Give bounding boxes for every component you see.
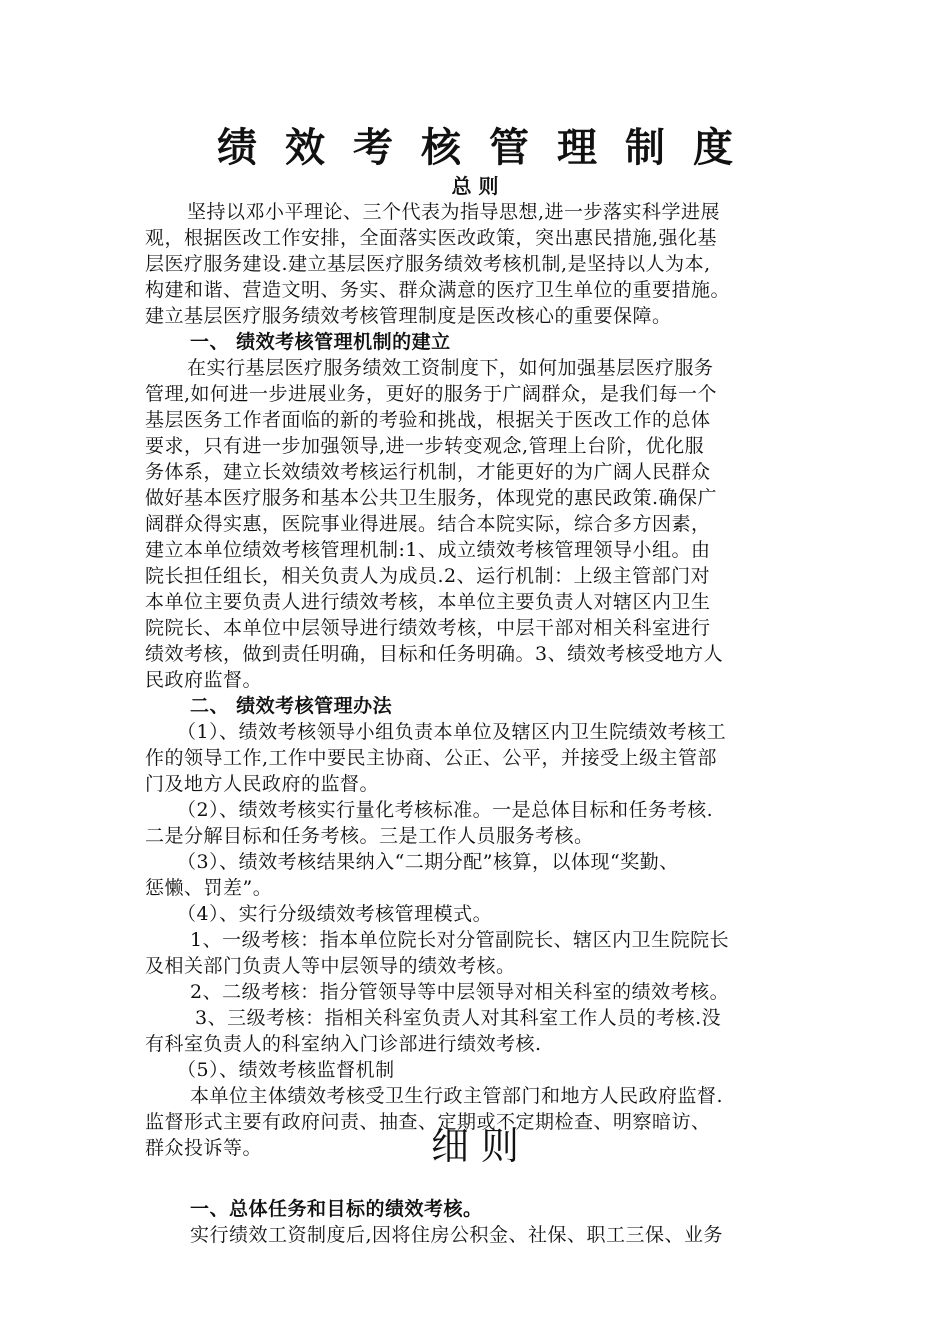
- paragraph-line: 基层医务工作者面临的新的考验和挑战，根据关于医改工作的总体: [145, 409, 711, 431]
- section-subheading: 一、 绩效考核管理机制的建立: [190, 331, 451, 353]
- paragraph-line: 管理,如何进一步进展业务，更好的服务于广阔群众，是我们每一个: [145, 383, 718, 405]
- paragraph-line: 观，根据医改工作安排，全面落实医改政策，突出惠民措施,强化基: [145, 227, 718, 249]
- paragraph-line: 院长担任组长，相关负责人为成员.2、运行机制：上级主管部门对: [145, 565, 711, 587]
- paragraph-line: 门及地方人民政府的监督。: [145, 773, 380, 795]
- paragraph-line: 坚持以邓小平理论、三个代表为指导思想,进一步落实科学进展: [187, 201, 721, 223]
- paragraph-line: 实行绩效工资制度后,因将住房公积金、社保、职工三保、业务: [190, 1224, 724, 1246]
- paragraph-line: 惩懒、罚差”。: [145, 877, 273, 899]
- paragraph-line: 建立本单位绩效考核管理机制:1、成立绩效考核管理领导小组。由: [145, 539, 711, 561]
- paragraph-line: （4）、实行分级绩效考核管理模式。: [177, 903, 493, 925]
- paragraph-line: 1、一级考核：指本单位院长对分管副院长、辖区内卫生院院长: [190, 929, 730, 951]
- paragraph-line: 层医疗服务建设.建立基层医疗服务绩效考核机制,是坚持以人为本,: [145, 253, 711, 275]
- paragraph-line: 建立基层医疗服务绩效考核管理制度是医改核心的重要保障。: [145, 305, 672, 327]
- section-heading-details: 细 则: [430, 1124, 520, 1168]
- section-heading-general: 总 则: [451, 174, 499, 198]
- paragraph-line: 作的领导工作,工作中要民主协商、公正、公平，并接受上级主管部: [145, 747, 718, 769]
- section-subheading: 二、 绩效考核管理办法: [190, 695, 393, 717]
- paragraph-line: 在实行基层医疗服务绩效工资制度下，如何加强基层医疗服务: [187, 357, 714, 379]
- paragraph-line: 要求，只有进一步加强领导,进一步转变观念,管理上台阶，优化服: [145, 435, 705, 457]
- paragraph-line: 务体系，建立长效绩效考核运行机制，才能更好的为广阔人民群众: [145, 461, 711, 483]
- paragraph-line: （3）、绩效考核结果纳入“二期分配”核算，以体现“奖勤、: [177, 851, 679, 873]
- paragraph-line: 构建和谐、营造文明、务实、群众满意的医疗卫生单位的重要措施。: [145, 279, 731, 301]
- paragraph-line: 有科室负责人的科室纳入门诊部进行绩效考核.: [145, 1033, 542, 1055]
- paragraph-line: 阔群众得实惠，医院事业得进展。结合本院实际，综合多方因素，: [145, 513, 711, 535]
- paragraph-line: 民政府监督。: [145, 669, 263, 691]
- paragraph-line: （5）、绩效考核监督机制: [177, 1059, 395, 1081]
- paragraph-line: （2）、绩效考核实行量化考核标准。一是总体目标和任务考核.: [177, 799, 714, 821]
- paragraph-line: 做好基本医疗服务和基本公共卫生服务，体现党的惠民政策.确保广: [145, 487, 718, 509]
- paragraph-line: 二是分解目标和任务考核。三是工作人员服务考核。: [145, 825, 594, 847]
- paragraph-line: 监督形式主要有政府问责、抽查、定期或不定期检查、明察暗访、: [145, 1111, 711, 1133]
- paragraph-line: 3、三级考核：指相关科室负责人对其科室工作人员的考核.没: [195, 1007, 722, 1029]
- paragraph-line: （1）、绩效考核领导小组负责本单位及辖区内卫生院绩效考核工: [177, 721, 727, 743]
- paragraph-line: 绩效考核，做到责任明确，目标和任务明确。3、绩效考核受地方人: [145, 643, 724, 665]
- paragraph-line: 院院长、本单位中层领导进行绩效考核，中层干部对相关科室进行: [145, 617, 711, 639]
- section-subheading: 一、总体任务和目标的绩效考核。: [190, 1198, 483, 1220]
- paragraph-line: 及相关部门负责人等中层领导的绩效考核。: [145, 955, 516, 977]
- paragraph-line: 本单位主要负责人进行绩效考核，本单位主要负责人对辖区内卫生: [145, 591, 711, 613]
- paragraph-line: 2、二级考核：指分管领导等中层领导对相关科室的绩效考核。: [190, 981, 730, 1003]
- paragraph-line: 群众投诉等。: [145, 1137, 263, 1159]
- document-title: 绩效考核管理制度: [217, 124, 761, 171]
- paragraph-line: 本单位主体绩效考核受卫生行政主管部门和地方人民政府监督.: [190, 1085, 724, 1107]
